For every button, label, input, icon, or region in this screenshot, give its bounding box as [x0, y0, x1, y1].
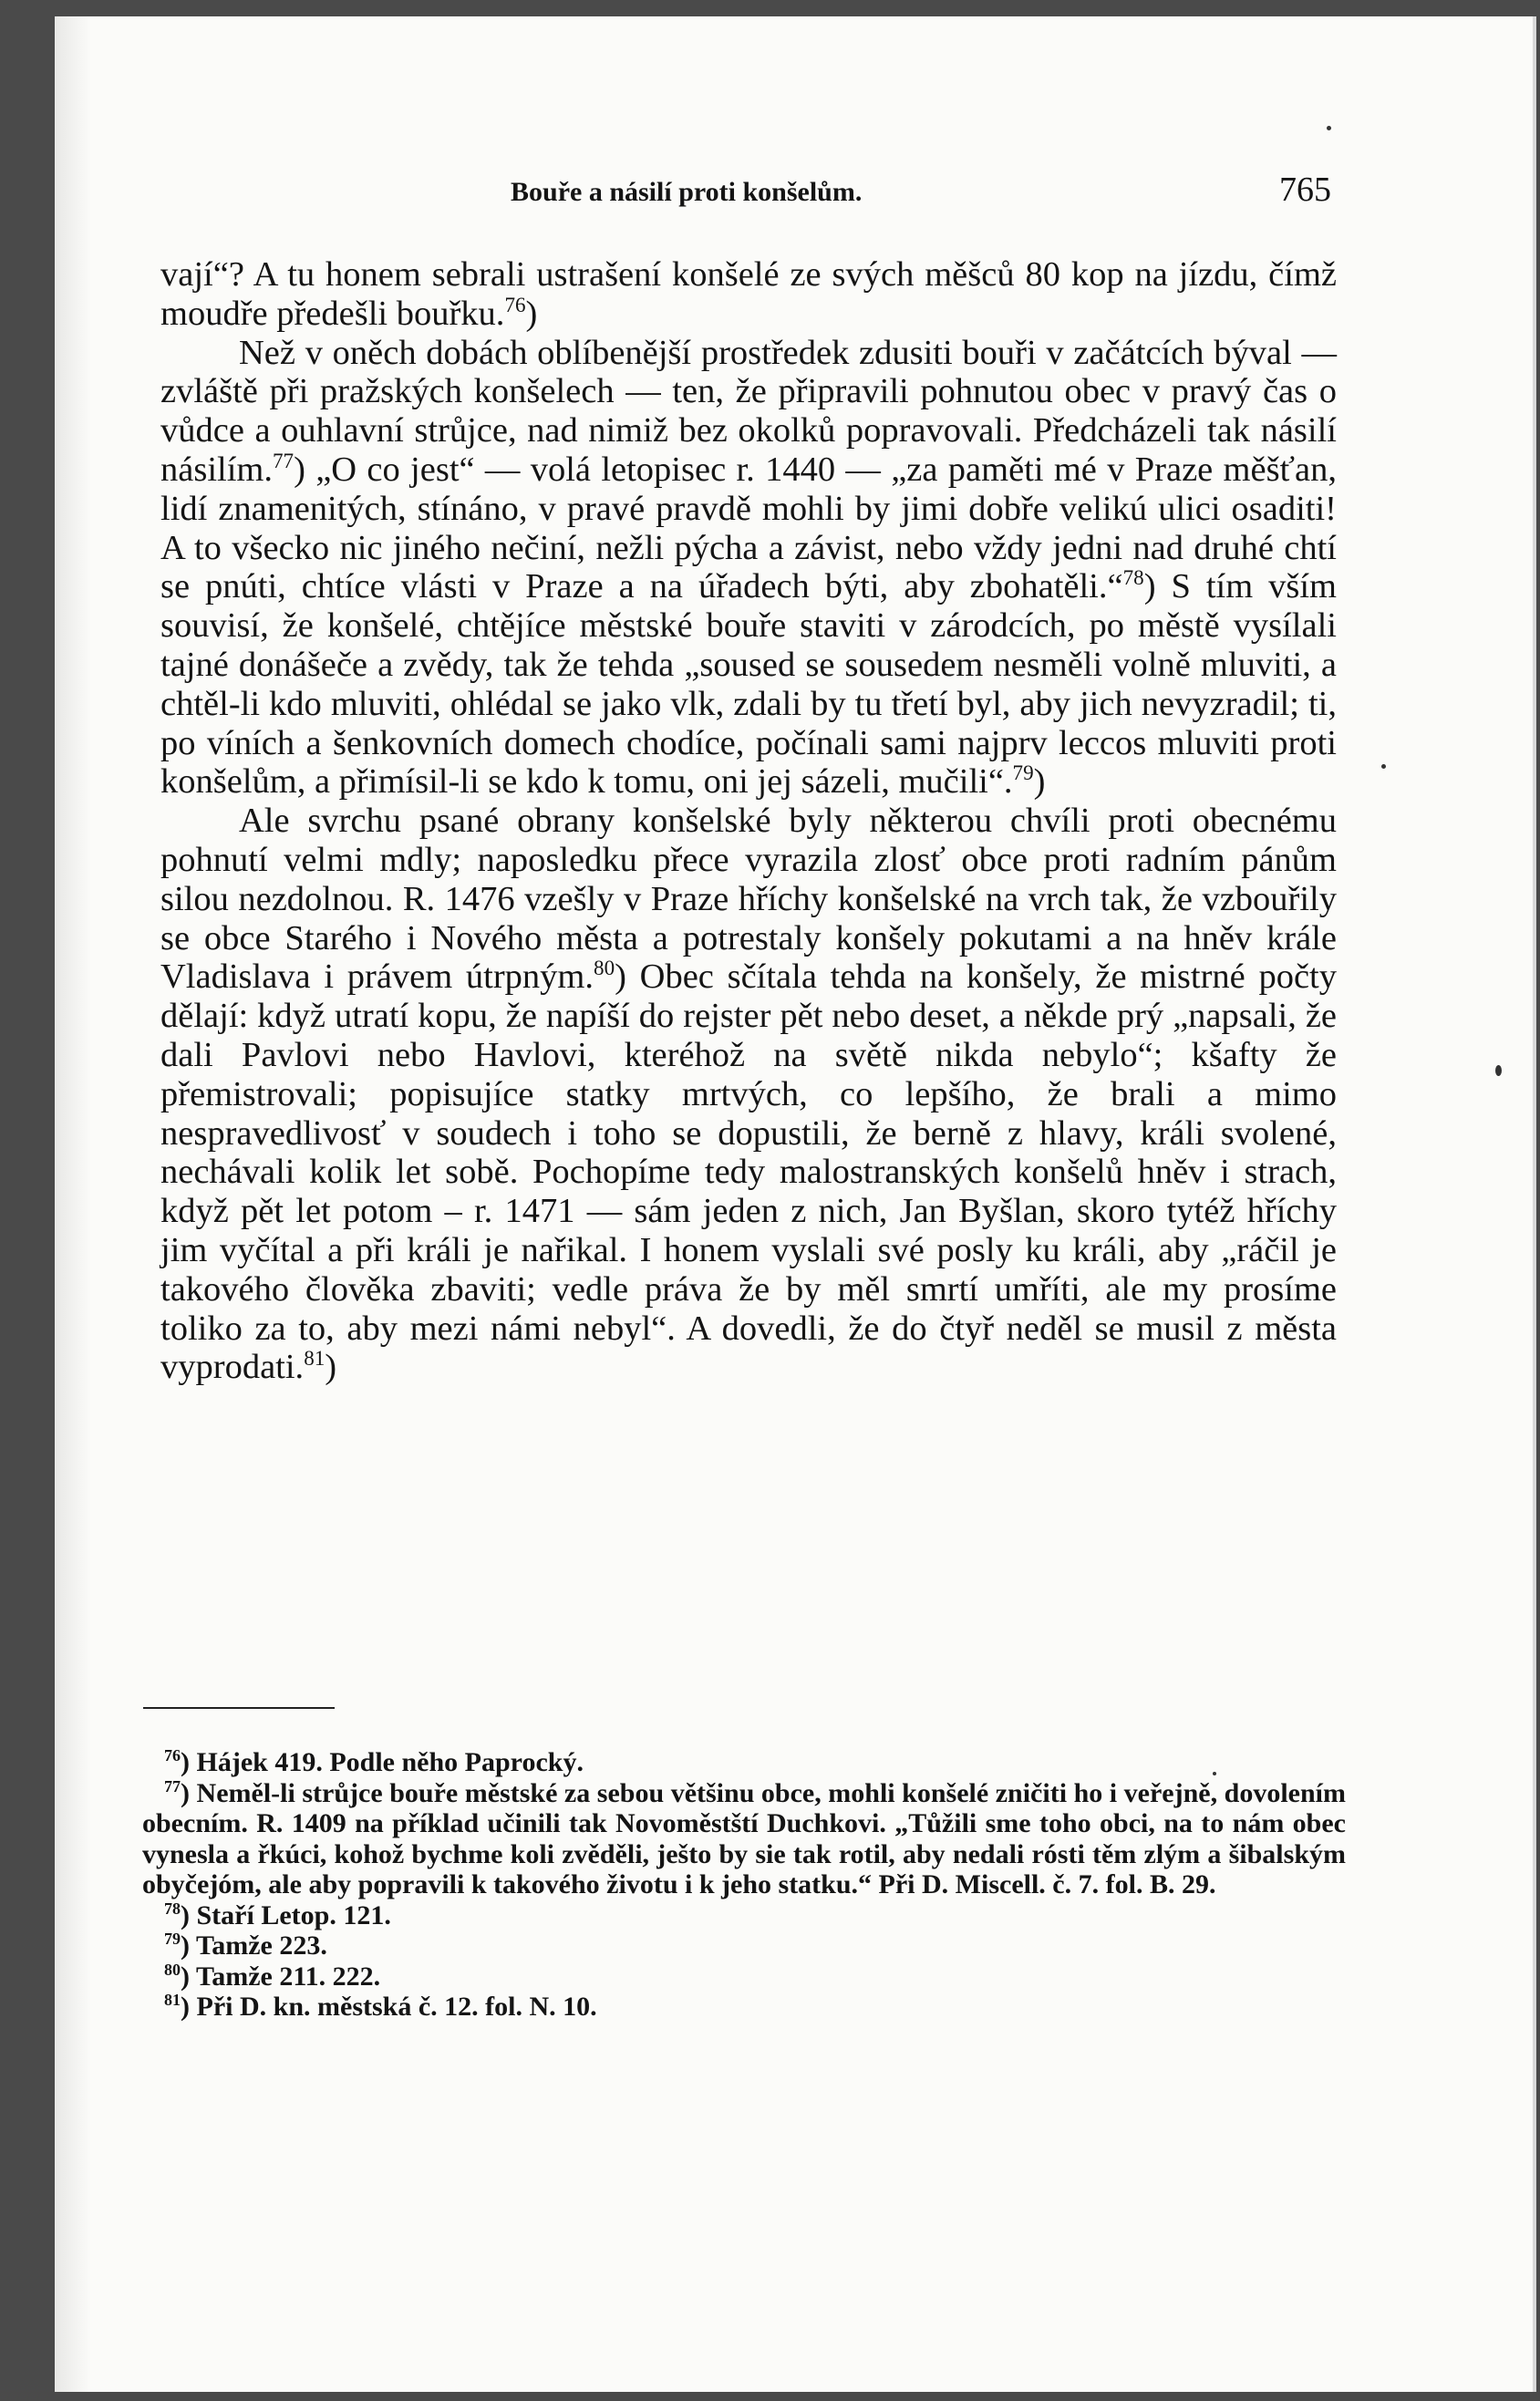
text-run: ) [325, 1348, 337, 1387]
footnote-separator [143, 1707, 335, 1709]
footnote-reference: 81 [304, 1346, 326, 1371]
footnote-text: Staří Letop. 121. [196, 1899, 391, 1930]
footnote [142, 1747, 1346, 1778]
footnote-text: Hájek 419. Podle něho Paprocký. [196, 1747, 584, 1777]
text-run: ) S tím vším souvisí, že konšelé, chtějíce městské bouře staviti v zárodcích, po městě vysílali tajné donášeče a zvědy, tak že tehda „soused se sousedem nesměli volně mluviti, a chtěl-li kdo mluviti, ohlédal se jako vlk, zdali by tu třetí byl, aby jich nevyzradil; ti, po víních a šenkovních domech chodíce, počínali sami najprv leccos mluviti proti konšelům, a přimísil-li se kdo k tomu, oni jej sázeli, mučili“. [160, 567, 1337, 802]
footnote-mark: 76 [164, 1746, 181, 1765]
footnote-paren: ) [181, 1747, 197, 1777]
footnote [142, 1778, 1346, 1900]
footnote [142, 1930, 1346, 1961]
text-run: Ale svrchu psané obrany konšelské byly některou chvíli proti obecnému pohnutí velmi mdly; naposledku přece vyrazila zlosť obce proti radním pánům silou nezdolnou. R. 1476 vzešly v Praze hříchy konšelské na vrch tak, že vzbouřily se obce Starého i Nového města a potrestaly konšely pokutami a na hněv krále Vladislava i právem útrpným. [160, 802, 1337, 997]
page-number: 765 [1279, 171, 1331, 209]
text-run: ) [525, 294, 538, 333]
print-speck [1495, 1065, 1502, 1076]
footnote [142, 1992, 1346, 2023]
footnote-reference: 77 [272, 449, 295, 473]
text-run: ) „O co jest“ — volá letopisec r. 1440 — „za paměti mé v Praze měšťan, lidí znamenitých, stínáno, v pravé pravdě mohli by jimi dobře velikú ulici osaditi! A to všecko nic jiného nečiní, nežli pýcha a závist, nebo vždy jedni nad druhé chtí se pnúti, chtíce vlásti v Praze a na úřadech býti, aby zbohatěli.“ [160, 450, 1337, 606]
text-run: vají“? A tu honem sebrali ustrašení konšelé ze svých měšců 80 kop na jízdu, čímž moudře předešli bouřku. [160, 255, 1337, 333]
footnote-mark: 79 [164, 1930, 181, 1948]
page-binding-edge [55, 16, 91, 2392]
footnotes [142, 1747, 1346, 2023]
paragraph [160, 334, 1337, 802]
footnote [142, 1961, 1346, 1992]
page-header [511, 170, 1331, 215]
paragraph [160, 802, 1337, 1387]
print-speck [1327, 126, 1331, 130]
footnote-paren: ) [181, 1777, 197, 1808]
book-page [55, 16, 1536, 2392]
footnote [142, 1900, 1346, 1931]
footnote-mark: 80 [164, 1960, 181, 1979]
footnote-text: Neměl-li strůjce bouře městské za sebou většinu obce, mohli konšelé zničiti ho i veřejně, dovolením obecním. R. 1409 na příklad učinili tak Novoměstští Duchkovi. „Tůžili sme toho obci, na to nám obec vynesla a řkúci, kohož bychme koli zvěděli, ješto by sie tak rotil, aby nedali rósti těm zlým a šibalským obyčejóm, ale aby popravili k takového životu i k jeho statku.“ Při D. Miscell. č. 7. fol. B. 29. [142, 1777, 1346, 1899]
main-text [160, 255, 1337, 1387]
footnote-paren: ) [181, 1992, 197, 2022]
footnote-text: Tamže 223. [195, 1930, 327, 1961]
footnote-mark: 78 [164, 1899, 181, 1918]
text-run: ) Obec sčítala tehda na konšely, že mistrné počty dělají: když utratí kopu, že napíší do rejster pět nebo deset, a někde prý „napsali, že dali Pavlovi nebo Havlovi, kteréhož na světě nikda nebylo“; kšafty že přemistrovali; popisujíce statky mrtvých, co lepšího, že brali a mimo nespravedlivosť v soudech i toho se dopustili, že berně z hlavy, králi svolené, nechávali kolik let sobě. Pochopíme tedy malostranských konšelů hněv i strach, když pět let potom – r. 1471 — sám jeden z nich, Jan Byšlan, skoro tytéž hříchy jim vyčítal a při králi je nařikal. I honem vyslali své posly ku králi, aby „ráčil je takového člověka zbaviti; vedle práva že by měl smrtí umříti, ale my prosíme toliko za to, aby mezi námi nebyl“. A dovedli, že do čtyř neděl se musil z města vyprodati. [160, 957, 1337, 1387]
footnote-reference: 78 [1122, 565, 1144, 590]
footnote-reference: 79 [1012, 761, 1034, 785]
footnote-paren: ) [181, 1899, 197, 1930]
footnote-paren: ) [181, 1930, 196, 1961]
paragraph [160, 255, 1337, 334]
print-speck [1381, 764, 1386, 769]
text-run: Než v oněch dobách oblíbenější prostředek zdusiti bouři v začátcích býval — zvláště při pražských konšelech — ten, že připravili pohnutou obec v pravý čas o vůdce a ouhlavní strůjce, nad nimiž bez okolků popravovali. Předcházeli tak násilí násilím. [160, 333, 1337, 489]
footnote-mark: 77 [164, 1776, 181, 1796]
footnote-text: Při D. kn. městská č. 12. fol. N. 10. [196, 1992, 597, 2022]
print-speck [1213, 1772, 1216, 1775]
footnote-reference: 76 [504, 292, 526, 316]
footnote-text: Tamže 211. 222. [195, 1961, 381, 1992]
running-title: Bouře a násilí proti konšelům. [511, 177, 863, 207]
footnote-mark: 81 [164, 1991, 181, 2009]
footnote-reference: 80 [594, 956, 615, 980]
footnote-paren: ) [181, 1961, 196, 1992]
text-run: ) [1033, 762, 1046, 802]
